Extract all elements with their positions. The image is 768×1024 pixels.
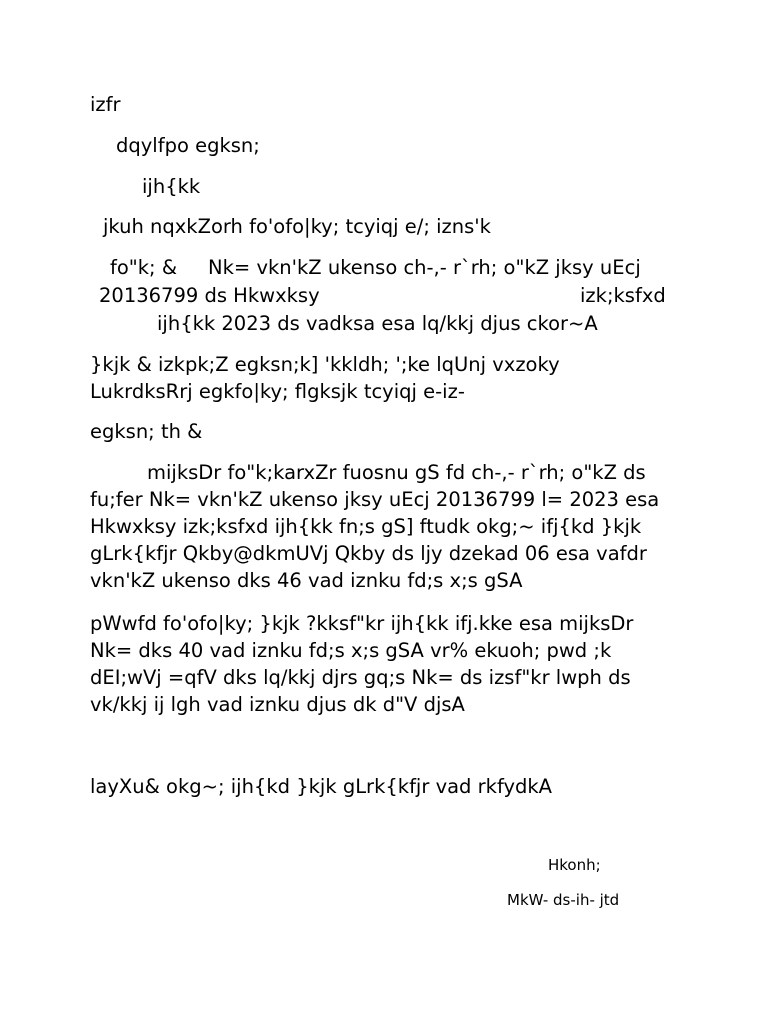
subject-line-3: ijh{kk 2023 ds vadksa esa lq/kkj djus ckor~A: [157, 312, 598, 335]
reference-block: }kjk & izkpk;Z egksn;k] 'kkldh; ';ke lqUnj vxzoky LukrdksRrj egkfo|ky; flgksjk tcyiqj e-iz-: [90, 353, 560, 403]
signature-title: MkW- ds-ih- jtd: [507, 891, 620, 909]
recipient-line-1: dqylfpo egksn;: [116, 134, 260, 157]
body-paragraph-2: pWwfd fo'ofo|ky; }kjk ?kksf"kr ijh{kk ifj.kke esa mijksDr Nk= dks 40 vad iznku fd;s x;s gSA vr% ekuoh; pwd ;k dEI;wVj =qfV dks lq/kkj djrs gq;s Nk= ds izsf"kr lwph ds vk/kkj ij lgh vad iznku djus dk d"V djsA: [90, 612, 634, 716]
subject-line-2-right: izk;ksfxd: [580, 284, 666, 307]
subject-line-1: fo"k; & Nk= vkn'kZ ukenso ch-,- r`rh; o"kZ jksy uEcj: [110, 256, 641, 279]
body-paragraph-1: mijksDr fo"k;karxZr fuosnu gS fd ch-,- r`rh; o"kZ ds fu;fer Nk= vkn'kZ ukenso jksy uEcj 20136799 l= 2023 esa Hkwxksy izk;ksfxd ijh{kk fn;s gS] ftudk okg;~ ifj{kd }kjk gLrk{kfjr Qkby@dkmUVj Qkby ds ljy dzekad 06 esa vafdr vkn'kZ ukenso dks 46 vad iznku fd;s x;s gSA: [90, 461, 660, 592]
recipient-line-2: ijh{kk: [142, 175, 201, 198]
salutation: egksn; th &: [90, 420, 203, 443]
recipient-line-3: jkuh nqxkZorh fo'ofo|ky; tcyiqj e/; izns'k: [103, 215, 491, 238]
signature-name: Hkonh;: [548, 856, 601, 874]
letter-heading: izfr: [90, 93, 121, 116]
enclosure-line: layXu& okg~; ijh{kd }kjk gLrk{kfjr vad rkfydkA: [90, 775, 553, 798]
subject-line-2: 20136799 ds Hkwxksy: [99, 284, 320, 307]
